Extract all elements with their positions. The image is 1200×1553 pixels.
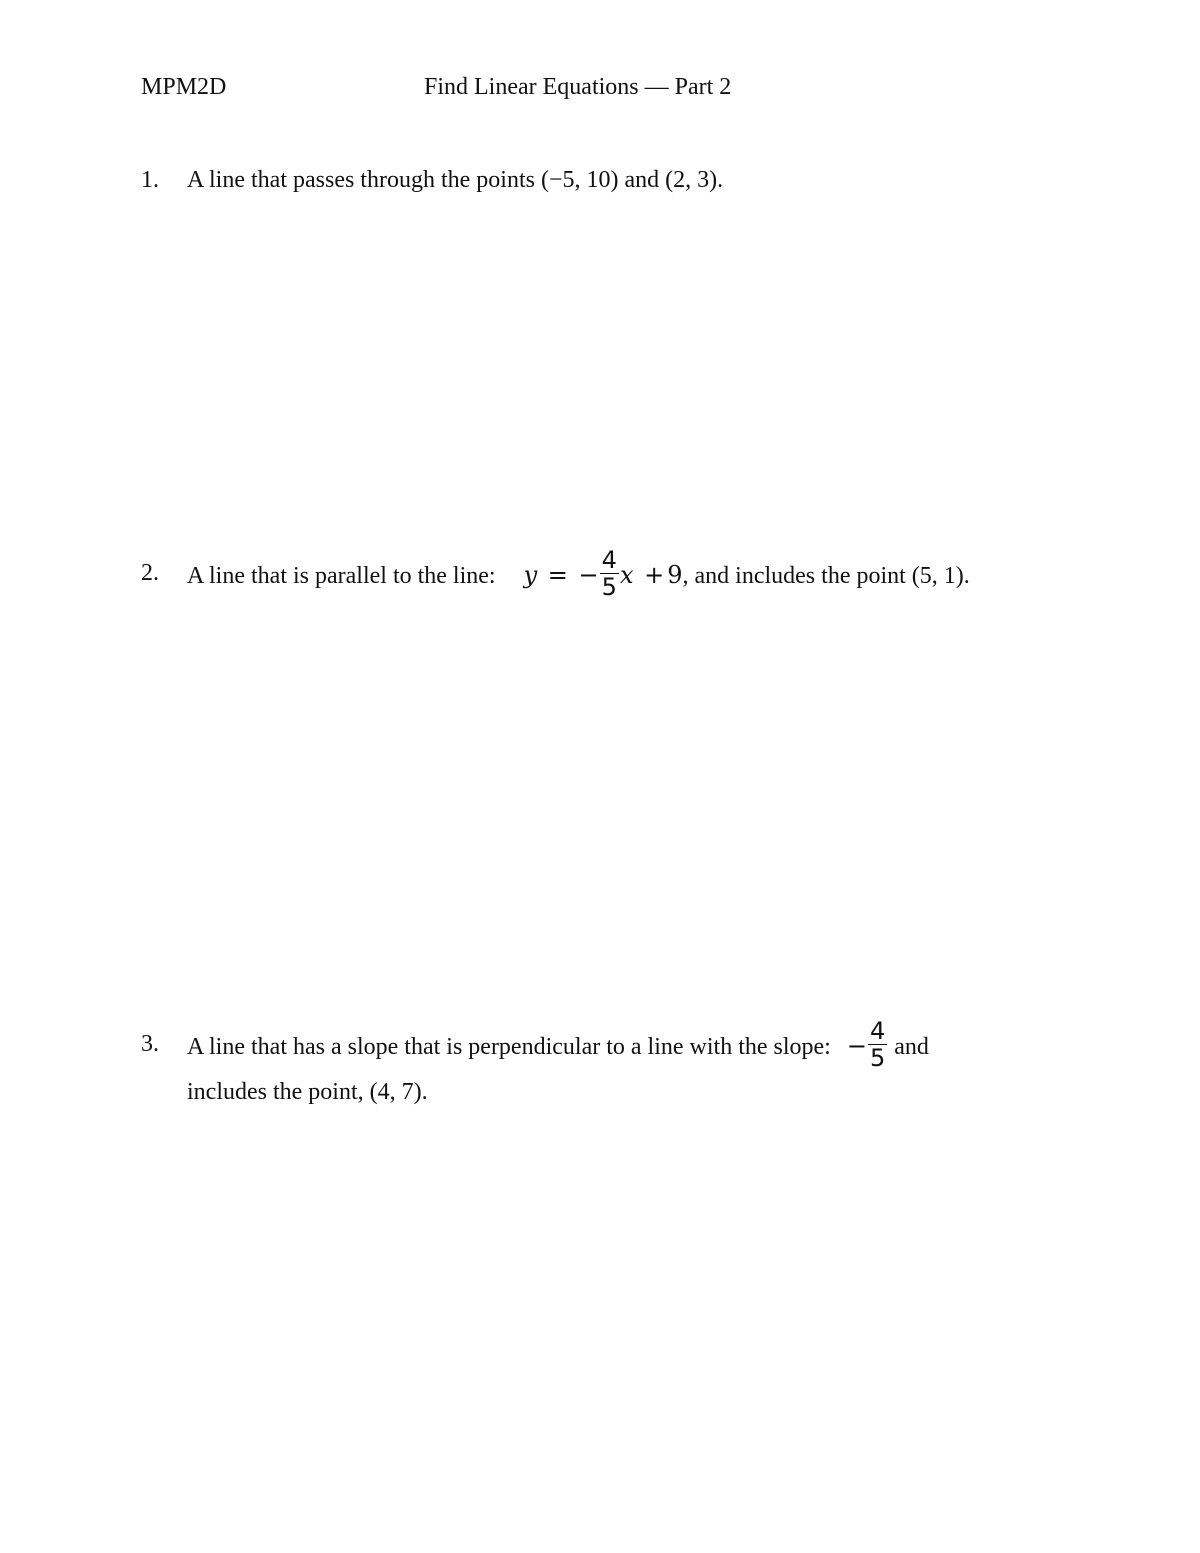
fraction-denominator: 5 [869,1044,886,1072]
question-2-number: 2. [141,560,159,586]
question-2-text [187,536,970,615]
equation-equals: = [547,561,568,589]
question-2-tail-text: , and includes the point (5, 1). [682,563,970,589]
fraction-denominator: 5 [601,573,617,601]
question-2-lead-text: A line that is parallel to the line: [187,563,496,589]
equation-x: x [619,561,634,589]
fraction-numerator: 4 [869,1017,886,1045]
course-code: MPM2D [141,74,227,100]
slope-minus: − [846,1032,867,1060]
worksheet-title: Find Linear Equations — Part 2 [424,74,732,100]
question-3-number: 3. [141,1031,159,1057]
slope-fraction [868,1018,887,1071]
question-1-number: 1. [141,167,159,193]
question-3-text [187,1007,929,1086]
question-3-slope [846,1017,888,1072]
question-3-lead-text: A line that has a slope that is perpendicular to a line with the slope: [187,1034,831,1060]
equation-minus: − [578,561,599,589]
equation-constant: 9 [667,561,683,589]
equation-plus: + [644,561,665,589]
question-3-line-2: includes the point, (4, 7). [187,1079,428,1105]
equation-fraction [600,547,619,600]
question-1-text: A line that passes through the points (−5, 10) and (2, 3). [187,167,724,193]
equation-y: y [523,561,538,589]
question-2-equation [523,546,683,601]
question-3-tail-text: and [894,1034,929,1060]
fraction-numerator: 4 [601,546,617,574]
